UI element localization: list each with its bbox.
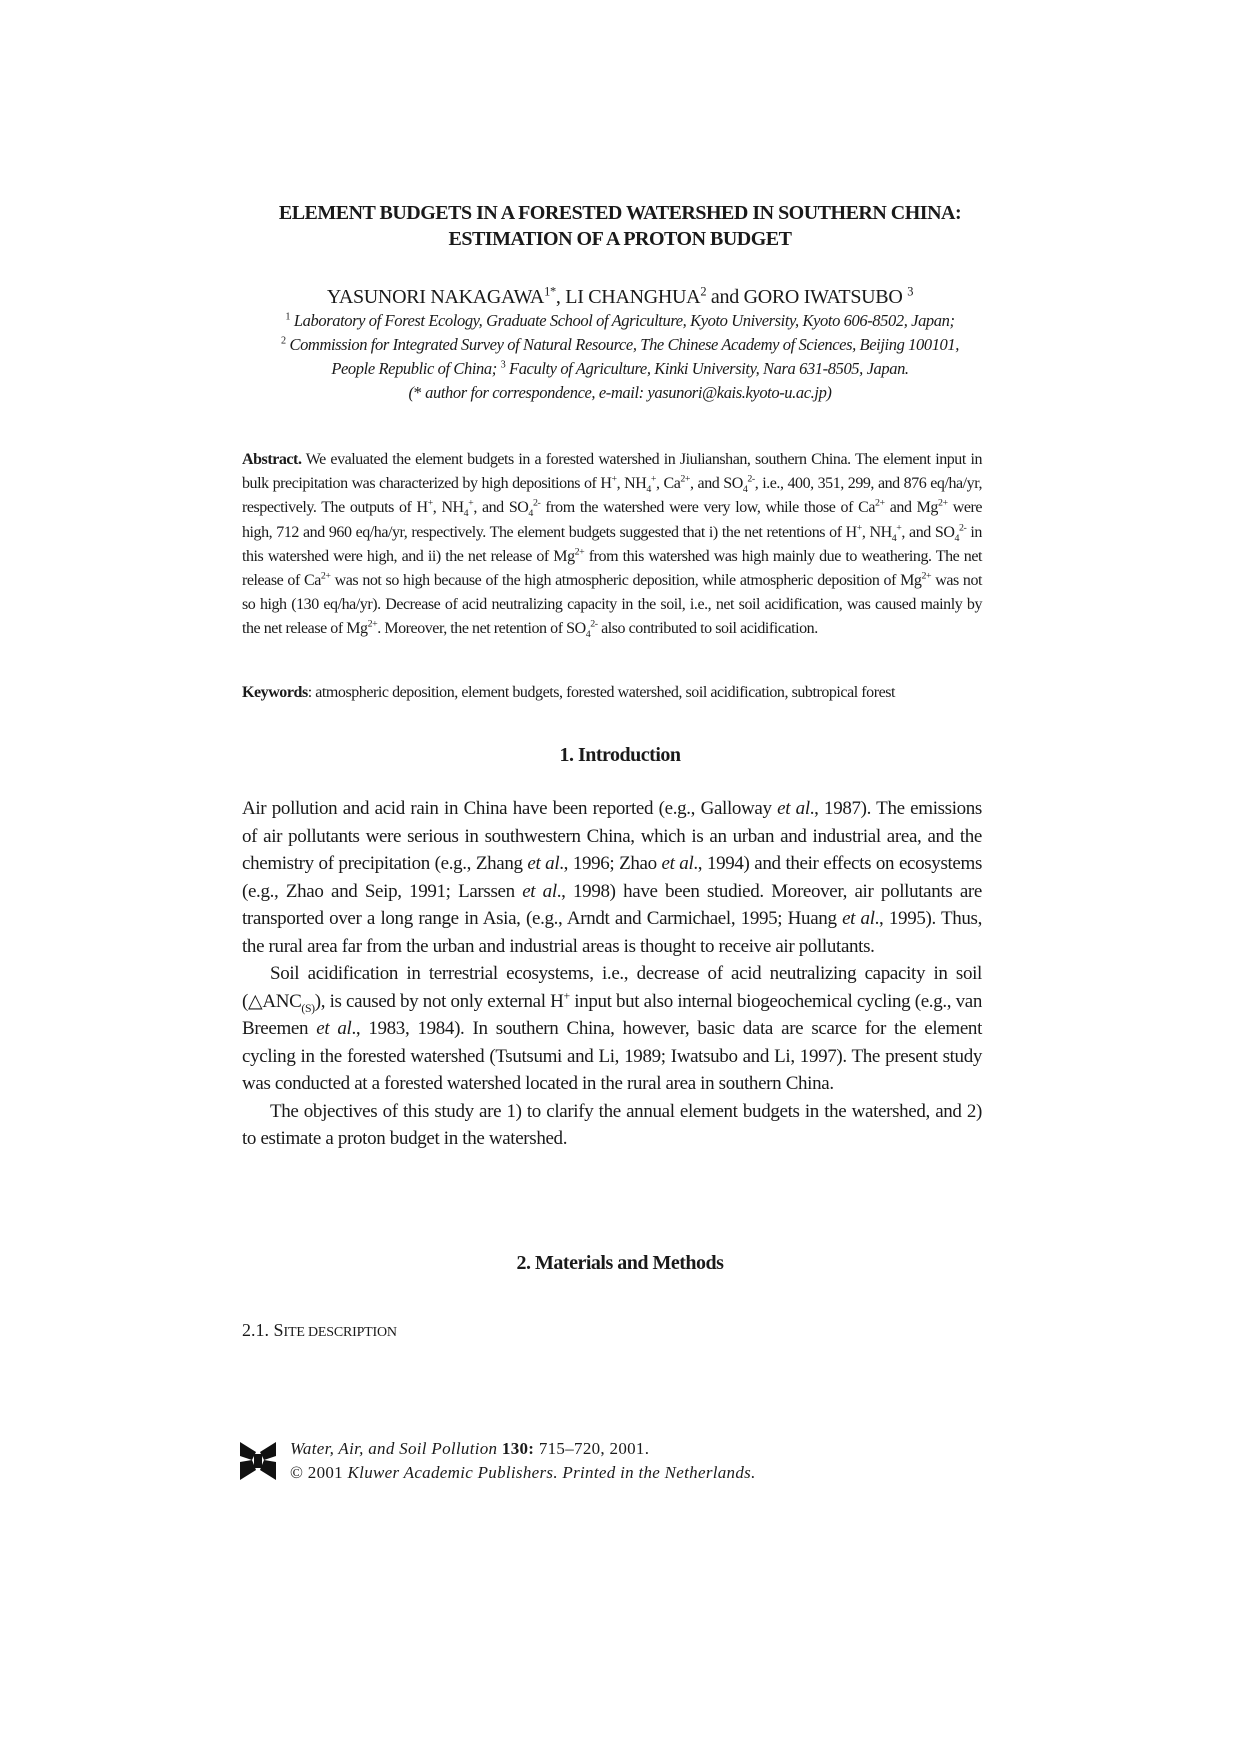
affiliation-2-3: [220, 357, 1020, 381]
title-line-1: ELEMENT BUDGETS IN A FORESTED WATERSHED IN SOUTHERN CHINA:: [278, 202, 962, 224]
charge: 2+: [680, 473, 691, 485]
section-heading-methods: 2. Materials and Methods: [516, 1252, 724, 1274]
sep: , and: [901, 523, 935, 541]
keywords-text: : atmospheric deposition, element budgets, forested watershed, soil acidification, subtropical forest: [307, 684, 895, 701]
abstract-text: from this watershed was high mainly due to weathering. The net release of Ca: [242, 547, 982, 590]
sep: , and: [690, 475, 724, 493]
introduction-body: [242, 795, 982, 1153]
affiliation-2: [220, 333, 1020, 357]
footer-citation: [290, 1437, 756, 1485]
charge: 2-: [590, 619, 598, 631]
author-2: LI CHANGHUA: [565, 286, 701, 308]
copyright: © 2001: [290, 1463, 348, 1482]
journal-line: [290, 1437, 756, 1461]
et-al: et al: [777, 798, 810, 819]
charge: 2-: [747, 473, 755, 485]
author-3-mark: 3: [907, 284, 914, 299]
charge: +: [856, 522, 862, 534]
charge: +: [896, 522, 902, 534]
sep: ,: [616, 475, 625, 493]
subscript: 4: [954, 532, 959, 544]
affiliation-mark: 3: [500, 359, 506, 371]
affiliation-text: People Republic of China;: [331, 359, 497, 378]
abstract-label: Abstract.: [242, 451, 302, 468]
et-al: et al: [842, 908, 875, 929]
sep: ,: [432, 499, 442, 517]
abstract-text: was not so high (130 eq/ha/yr). Decrease of acid neutralizing capacity in the soil, i.e., net soil acidification, was caused mainly by the net release of Mg: [242, 572, 982, 638]
subsection-heading: [242, 1318, 397, 1345]
text: ., 1995). Thus, the rural area far from the urban and industrial areas is thought to receive air pollutants.: [242, 908, 982, 957]
charge: 2+: [574, 546, 585, 558]
publisher: Kluwer Academic Publishers. Printed in the Netherlands.: [347, 1463, 756, 1482]
affiliation-1: [220, 309, 1020, 333]
affiliation-mark: 2: [281, 335, 286, 347]
abstract-text: in this watershed were high, and ii) the net release of Mg: [242, 523, 982, 565]
paren: ): [826, 383, 832, 402]
affiliation-mark: 1: [285, 311, 291, 323]
charge: 2+: [937, 498, 948, 510]
correspondence: [220, 381, 1020, 405]
publisher-logo-icon: [238, 1440, 278, 1482]
text: ., 1983, 1984). In southern China, however, basic data are scarce for the element cycling in the forested watershed (Tsutsumi and Li, 1989; Iwatsubo and Li, 1997). The present study was conducted at a forested watershed located in the rural area in southern China.: [242, 1018, 982, 1094]
subscript: (S): [301, 1001, 315, 1015]
paragraph: The objectives of this study are 1) to clarify the annual element budgets in the watershed, and 2) to estimate a proton budget in the watershed.: [242, 1100, 982, 1149]
corr-star: *: [413, 383, 422, 402]
charge: 2-: [532, 498, 541, 510]
abstract-text: from the watershed were very low, while those of Ca: [540, 499, 875, 517]
journal-volume: 130:: [497, 1439, 535, 1458]
text: ), is caused by not only external H: [314, 990, 564, 1012]
chem: SO: [508, 499, 529, 517]
chem: NH: [624, 475, 647, 493]
author-separator: ,: [555, 286, 566, 308]
subscript: 4: [891, 532, 897, 544]
sep: ,: [861, 523, 870, 541]
author-1-mark: 1*: [544, 284, 556, 299]
charge: 2+: [921, 570, 932, 582]
charge: +: [650, 473, 657, 485]
et-al: et al: [316, 1018, 352, 1039]
charge: +: [563, 989, 570, 1003]
text: ., 1987). The emissions of air pollutants were serious in southwestern China, which is an urban and industrial area, and the chemistry of precipitation (e.g., Zhang: [242, 798, 982, 874]
subsection-title: ITE DESCRIPTION: [283, 1325, 397, 1340]
text: ., 1998) have been studied. Moreover, air pollutants are transported over a long range in Asia, (e.g., Arndt and Carmichael, 1995; Huang: [242, 880, 982, 929]
subscript: 4: [646, 484, 651, 496]
copyright-line: [290, 1461, 756, 1485]
keywords: [242, 681, 1002, 705]
abstract-text: was not so high because of the high atmospheric deposition, while atmospheric deposition of Mg: [330, 572, 922, 590]
charge: +: [611, 473, 617, 485]
sep: and: [884, 499, 917, 517]
section-heading-introduction: 1. Introduction: [559, 744, 681, 766]
charge: 2+: [874, 498, 885, 510]
title-line-2: ESTIMATION OF A PROTON BUDGET: [448, 228, 792, 250]
journal-name: Water, Air, and Soil Pollution: [290, 1439, 498, 1458]
paren: (: [408, 383, 414, 402]
abstract-text: . Moreover, the net retention of SO: [377, 620, 586, 638]
affiliation-text: Commission for Integrated Survey of Natural Resource, The Chinese Academy of Sciences, Beijing 100101,: [289, 335, 959, 354]
chem: Ca: [663, 475, 681, 493]
paper-title: [200, 200, 1040, 252]
abstract-text: , i.e., 400, 351, 299, and 876 eq/ha/yr, respectively. The outputs of H: [242, 475, 982, 517]
author-3: GORO IWATSUBO: [743, 286, 903, 308]
charge: 2+: [320, 570, 331, 582]
affiliation-text: Laboratory of Forest Ecology, Graduate School of Agriculture, Kyoto University, Kyoto 606-8502, Japan;: [293, 311, 955, 330]
keywords-label: Keywords: [242, 684, 308, 701]
subscript: 4: [585, 629, 591, 641]
author-separator: and: [706, 286, 744, 308]
et-al: et al: [527, 853, 560, 874]
subscript: 4: [742, 484, 748, 496]
abstract-text: were high, 712 and 960 eq/ha/yr, respectively. The element budgets suggested that i) the net retentions of H: [242, 499, 982, 541]
subscript: 4: [463, 508, 469, 520]
et-al: et al: [522, 880, 557, 902]
charge: +: [468, 498, 474, 510]
affiliations: [220, 309, 1020, 405]
delta-anc: △ANC: [247, 990, 302, 1012]
charge: 2-: [958, 522, 967, 534]
abstract-text: also contributed to soil acidification.: [597, 620, 818, 638]
author-1: YASUNORI NAKAGAWA: [326, 286, 545, 308]
chem: SO: [934, 523, 955, 541]
charge: +: [427, 498, 433, 510]
sep: , and: [473, 499, 509, 517]
author-2-mark: 2: [700, 284, 707, 299]
chem: Mg: [916, 499, 938, 517]
text: input but also internal biogeochemical cycling (e.g., van Breemen: [242, 990, 982, 1039]
journal-pages: 715–720, 2001.: [534, 1439, 650, 1458]
sep: ,: [656, 475, 664, 493]
abstract: [242, 448, 982, 642]
paragraph: [242, 795, 982, 960]
paragraph: [242, 960, 982, 1098]
subsection-initial: S: [273, 1320, 284, 1340]
text: ., 1994) and their effects on ecosystems (e.g., Zhao and Seip, 1991; Larssen: [242, 853, 982, 902]
text: Air pollution and acid rain in China have been reported (e.g., Galloway: [242, 798, 778, 819]
charge: 2+: [367, 619, 378, 631]
affiliation-text: Faculty of Agriculture, Kinki University, Nara 631-8505, Japan.: [509, 359, 909, 378]
author-list: [200, 285, 1040, 309]
et-al: et al: [661, 853, 694, 874]
abstract-text: We evaluated the element budgets in a forested watershed in Jiulianshan, southern China. The element input in bulk precipitation was characterized by high depositions of H: [242, 451, 982, 493]
subsection-number: 2.1.: [242, 1320, 274, 1340]
correspondence-text: author for correspondence, e-mail: yasunori@kais.kyoto-u.ac.jp: [421, 383, 827, 402]
subscript: 4: [528, 508, 533, 520]
text: Soil acidification in terrestrial ecosystems, i.e., decrease of acid neutralizing capacity in soil (: [242, 963, 982, 1012]
text: ., 1996; Zhao: [559, 853, 662, 874]
chem: NH: [869, 523, 892, 541]
chem: SO: [723, 475, 743, 493]
chem: NH: [441, 499, 464, 517]
